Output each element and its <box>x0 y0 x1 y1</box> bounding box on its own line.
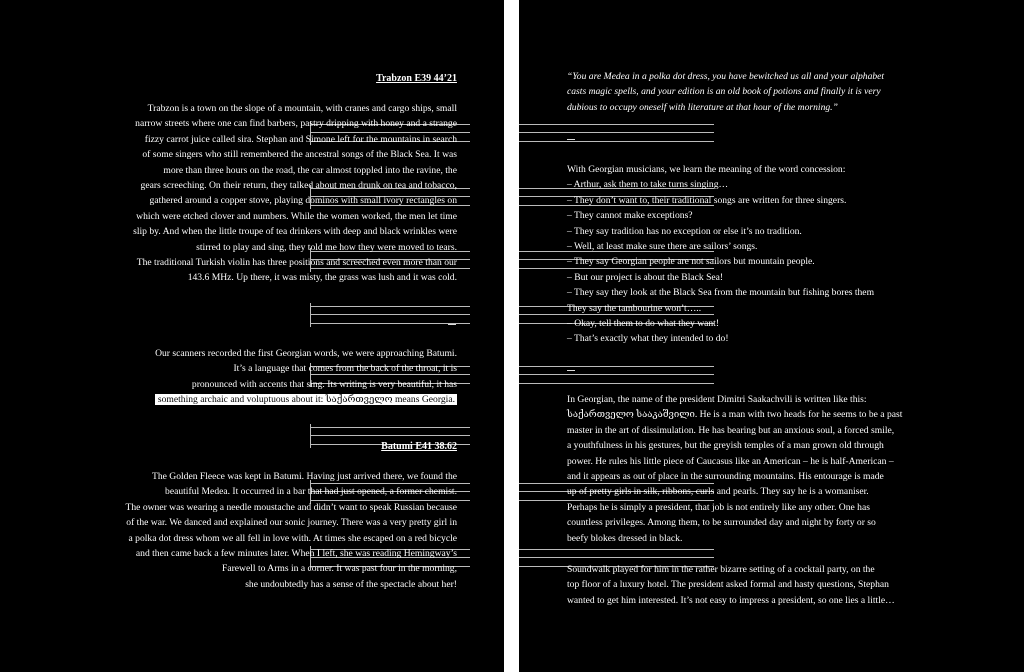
text-line: top floor of a luxury hotel. The president asked formal and hasty questions, Stephan <box>567 579 889 591</box>
text-line: power. He rules his little piece of Caucasus like an American – he is half-American – <box>567 455 894 467</box>
text-line: countless privileges. Among them, to be surrounded day and night by forty or so <box>567 517 876 529</box>
quote-medea <box>567 69 952 115</box>
text-line: Perhaps he is simply a president, that job is not entirely like any other. One has <box>567 501 870 513</box>
text-line: Soundwalk played for him in the rather bizarre setting of a cocktail party, on the <box>567 564 875 575</box>
text-line: and then came back a few minutes later. When I left, she was reading Hemingway’s <box>135 548 457 560</box>
heading-batumi: Batumi E41 38.62 <box>381 441 457 452</box>
text-line: stirred to play and sing, they told me how they were moved to tears. <box>196 241 457 253</box>
text-line: of some singers who still remembered the ancestral songs of the Black Sea. It was <box>142 149 457 161</box>
text-line: They say the tambourine won’t….. <box>567 302 702 314</box>
right-page <box>519 0 1024 672</box>
dash-mark <box>448 324 456 325</box>
text-line: gathered around a copper stove, playing dominos with small ivory rectangles on <box>149 195 457 207</box>
text-line: Trabzon is a town on the slope of a mountain, with cranes and cargo ships, small <box>147 103 457 114</box>
text-line: dubious to occupy oneself with literature at that hour of the morning.” <box>567 101 838 113</box>
text-line: she undoubtedly has a sense of the spectacle about her! <box>245 578 457 590</box>
text-line: casts magic spells, and your edition is an old book of potions and finally it is very <box>567 86 881 98</box>
text-line: It’s a language that comes from the back of the throat, it is <box>233 363 457 375</box>
text-line: slip by. And when the little troupe of tea drinkers with deep and black wrinkles were <box>133 226 457 238</box>
paragraph-batumi <box>126 469 458 592</box>
text-line: – They cannot make exceptions? <box>567 210 693 222</box>
text-line: The owner was wearing a needle moustache and didn’t want to speak Russian because <box>125 501 457 513</box>
text-line: In Georgian, the name of the president Dimitri Saakachvili is written like this: <box>567 394 867 405</box>
text-line: The traditional Turkish violin has three positions and screeched even more than our <box>136 257 457 269</box>
text-line: საქართველო სააკაშვილი. He is a man with two heads for he seems to be a past <box>567 409 903 421</box>
text-line: “You are Medea in a polka dot dress, you have bewitched us all and your alphabet <box>567 71 885 82</box>
text-line: With Georgian musicians, we learn the meaning of the word concession: <box>567 164 846 175</box>
text-line: – Well, at least make sure there are sailors’ songs. <box>567 241 758 253</box>
music-staff <box>310 306 470 324</box>
text-line: – They don’t want to, their traditional songs are written for three singers. <box>567 194 847 206</box>
text-line: – Okay, tell them to do what they want! <box>567 318 720 330</box>
paragraph-trabzon <box>133 101 457 286</box>
text-line: – That’s exactly what they intended to do! <box>567 333 729 345</box>
text-line: – But our project is about the Black Sea! <box>567 271 724 283</box>
text-line: more than three hours on the road, the car almost toppled into the ravine, the <box>163 164 457 176</box>
text-line: Our scanners recorded the first Georgian words, we were approaching Batumi. <box>155 348 457 359</box>
text-line: – They say tradition has no exception or else it’s no tradition. <box>567 225 802 237</box>
text-line: which were etched clover and numbers. While the women worked, the men let time <box>136 210 457 222</box>
left-page <box>0 0 504 672</box>
text-line: narrow streets where one can find barbers, pastry dripping with honey and a strange <box>135 118 457 130</box>
text-line: up of pretty girls in silk, ribbons, curls and pearls. They say he is a womaniser. <box>567 486 869 498</box>
text-line: beefy blokes dressed in black. <box>567 532 683 544</box>
paragraph-soundwalk <box>567 562 952 608</box>
text-line: fizzy carrot juice called sira. Stephan and Simone left for the mountains in search <box>144 133 457 145</box>
music-staff <box>519 366 714 384</box>
paragraph-president <box>567 392 952 546</box>
text-line: – Arthur, ask them to take turns singing… <box>567 179 729 191</box>
highlighted-text: something archaic and voluptuous about it: საქართველო means Georgia. <box>155 394 457 405</box>
text-line: 143.6 MHz. Up there, it was misty, the grass was lush and it was cold. <box>187 272 457 284</box>
text-line: The Golden Fleece was kept in Batumi. Having just arrived there, we found the <box>151 471 457 482</box>
music-staff <box>519 124 714 142</box>
text-line: and it appears as out of place in the surrounding mountains. His entourage is made <box>567 471 884 483</box>
dash-mark <box>567 370 575 371</box>
page-gutter <box>504 0 519 672</box>
text-line: – They say they look at the Black Sea from the mountain but fishing bores them <box>567 287 875 299</box>
text-line: beautiful Medea. It occurred in a bar that had just opened, a former chemist. <box>165 486 457 498</box>
text-line: of the war. We danced and explained our sonic journey. There was a very pretty girl in <box>126 517 457 529</box>
text-line: a youthfulness in his gestures, but the greyish temples of a man grown old through <box>567 440 884 452</box>
text-line: a polka dot dress whom we all fell in love with. At times she escaped on a red bicycle <box>128 532 457 544</box>
text-line: pronounced with accents that sing. Its writing is very beautiful, it has <box>191 378 457 390</box>
text-line: Farewell to Arms in a corner. It was past four in the morning, <box>222 563 457 575</box>
heading-trabzon: Trabzon E39 44’21 <box>376 73 457 84</box>
dialogue-musicians <box>567 162 952 347</box>
paragraph-georgian-language <box>155 346 457 408</box>
text-line: master in the art of dissimulation. He has bearing but an anxious soul, a forced smile, <box>567 424 895 436</box>
dash-mark <box>567 139 575 140</box>
text-line: gears screeching. On their return, they talked about men drunk on tea and tobacco, <box>140 180 457 192</box>
text-line: – They say Georgian people are not sailors but mountain people. <box>567 256 815 268</box>
text-line: wanted to get him interested. It’s not easy to impress a president, so one lies a little… <box>567 594 895 606</box>
